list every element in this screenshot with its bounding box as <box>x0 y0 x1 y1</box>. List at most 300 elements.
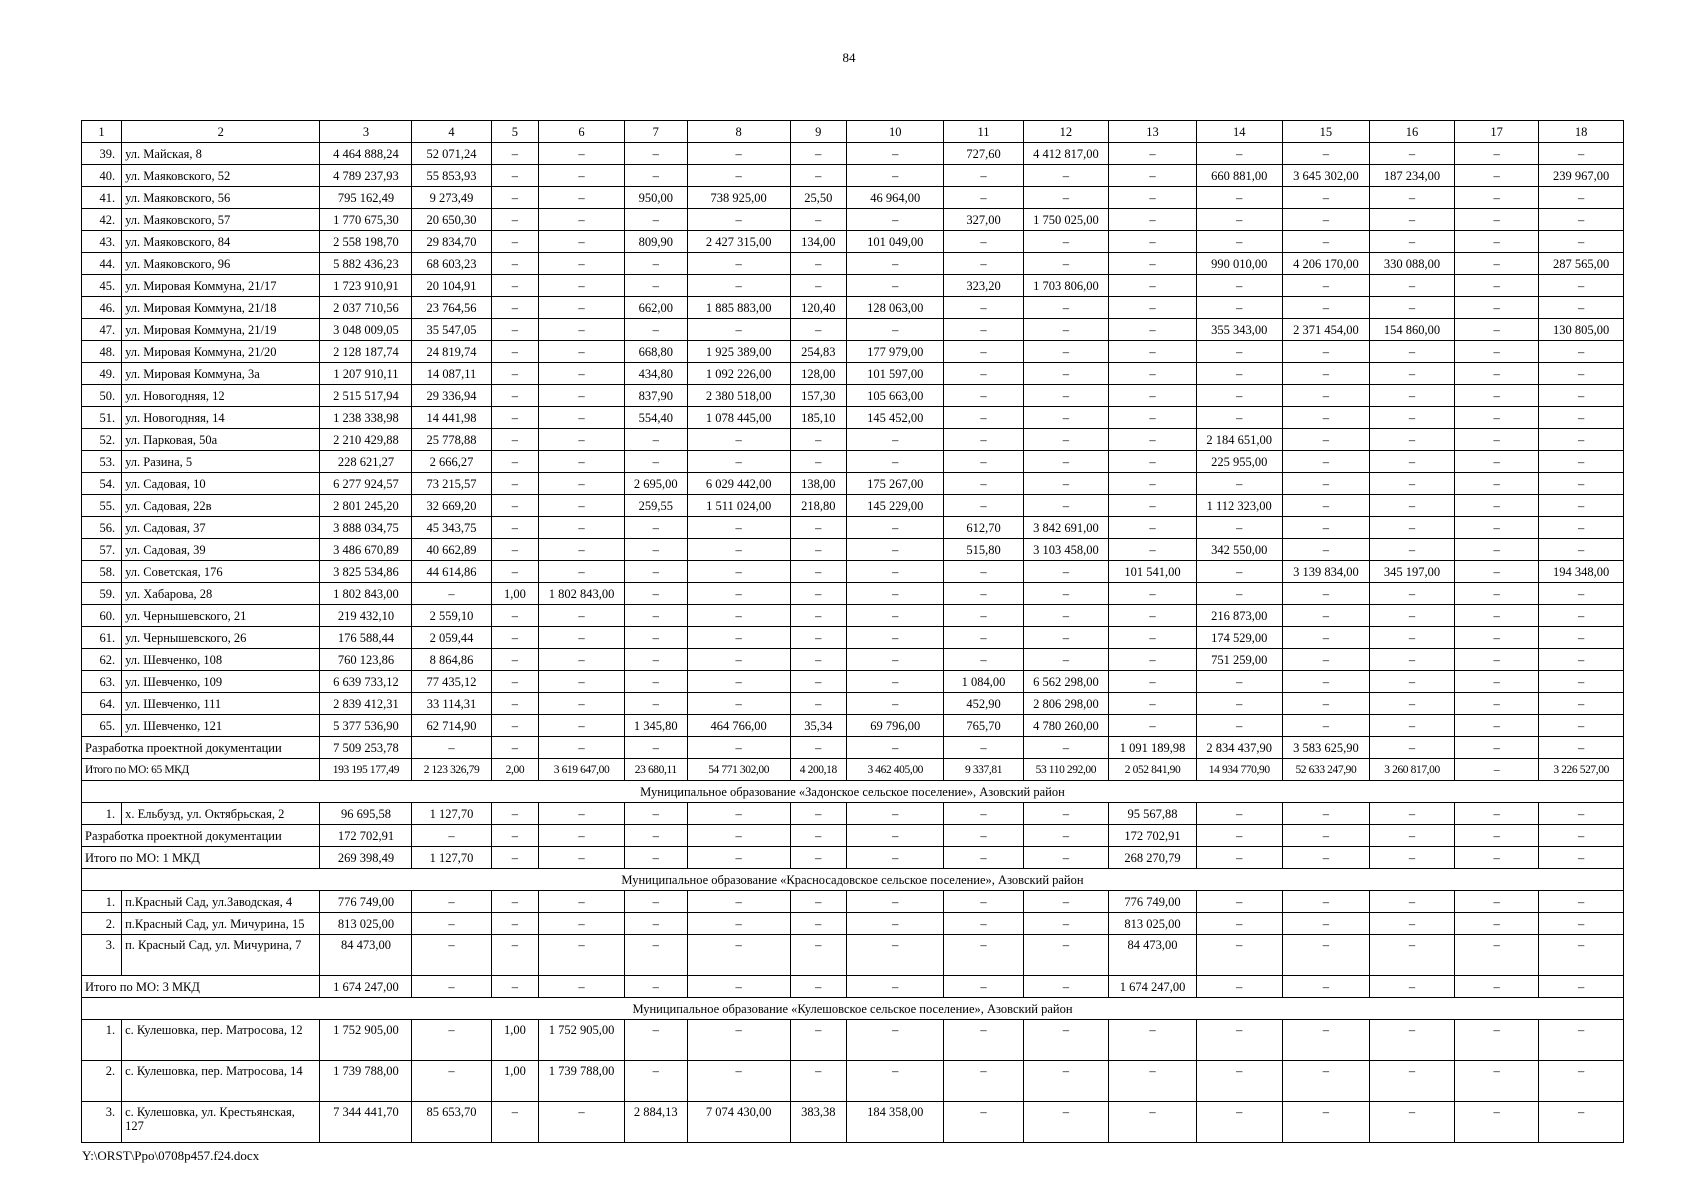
table-cell: – <box>539 297 625 319</box>
table-cell: – <box>687 209 790 231</box>
table-cell: 120,40 <box>790 297 846 319</box>
table-cell: 6 562 298,00 <box>1023 671 1109 693</box>
table-cell: – <box>1370 693 1455 715</box>
table-cell: – <box>687 891 790 913</box>
table-cell: – <box>1370 627 1455 649</box>
table-cell: – <box>1196 1020 1282 1061</box>
row-label: Итого по МО: 65 МКД <box>82 759 320 781</box>
table-cell: – <box>1282 847 1370 869</box>
table-cell: – <box>790 935 846 976</box>
table-cell: – <box>1196 935 1282 976</box>
column-header: 10 <box>846 121 944 143</box>
table-cell: – <box>1370 297 1455 319</box>
table-cell: – <box>1539 407 1624 429</box>
table-cell: – <box>1370 473 1455 495</box>
column-header: 6 <box>539 121 625 143</box>
address-cell: ул. Мировая Коммуна, 21/17 <box>122 275 320 297</box>
table-cell: – <box>1196 407 1282 429</box>
table-cell: – <box>1539 649 1624 671</box>
table-cell: – <box>1539 1020 1624 1061</box>
table-cell: 154 860,00 <box>1370 319 1455 341</box>
table-row <box>82 297 1624 319</box>
table-cell: 3 260 817,00 <box>1370 759 1455 781</box>
table-cell: 3 825 534,86 <box>320 561 412 583</box>
table-cell: – <box>846 737 944 759</box>
table-cell: – <box>790 825 846 847</box>
table-cell: – <box>1539 693 1624 715</box>
table-cell: – <box>1370 451 1455 473</box>
table-cell: – <box>1454 803 1539 825</box>
table-cell: 554,40 <box>624 407 687 429</box>
table-cell: – <box>1109 209 1197 231</box>
table-cell: – <box>944 451 1023 473</box>
table-cell: – <box>790 913 846 935</box>
table-cell: – <box>1109 715 1197 737</box>
table-cell: 3 462 405,00 <box>846 759 944 781</box>
section-heading-row <box>82 998 1624 1020</box>
table-cell: 990 010,00 <box>1196 253 1282 275</box>
table-cell: – <box>1109 231 1197 253</box>
table-cell: 2 666,27 <box>412 451 491 473</box>
table-cell: – <box>539 385 625 407</box>
table-cell: – <box>491 539 539 561</box>
table-cell: – <box>846 539 944 561</box>
address-cell: ул. Мировая Коммуна, 21/18 <box>122 297 320 319</box>
row-number: 62. <box>82 649 122 671</box>
table-cell: – <box>1539 1102 1624 1143</box>
table-cell: – <box>1454 451 1539 473</box>
table-cell: – <box>1370 976 1455 998</box>
table-cell: 185,10 <box>790 407 846 429</box>
table-row <box>82 627 1624 649</box>
table-cell: 2 210 429,88 <box>320 429 412 451</box>
table-cell: – <box>1539 671 1624 693</box>
address-cell: п.Красный Сад, ул. Мичурина, 15 <box>122 913 320 935</box>
table-cell: – <box>624 737 687 759</box>
table-cell: – <box>944 231 1023 253</box>
table-cell: 1,00 <box>491 1020 539 1061</box>
table-cell: – <box>1454 671 1539 693</box>
table-cell: – <box>846 165 944 187</box>
row-number: 39. <box>82 143 122 165</box>
table-cell: – <box>1370 231 1455 253</box>
table-cell: – <box>1370 209 1455 231</box>
table-cell: – <box>944 495 1023 517</box>
table-cell: – <box>944 627 1023 649</box>
table-cell: 6 277 924,57 <box>320 473 412 495</box>
table-cell: – <box>624 429 687 451</box>
table-cell: 35,34 <box>790 715 846 737</box>
table-cell: – <box>1023 407 1109 429</box>
table-row <box>82 913 1624 935</box>
table-cell: – <box>1282 913 1370 935</box>
table-cell: – <box>1454 1102 1539 1143</box>
table-cell: – <box>687 561 790 583</box>
table-cell: – <box>1370 1102 1455 1143</box>
table-cell: 175 267,00 <box>846 473 944 495</box>
table-cell: – <box>539 407 625 429</box>
table-cell: 157,30 <box>790 385 846 407</box>
table-row <box>82 583 1624 605</box>
table-cell: – <box>624 627 687 649</box>
table-cell: – <box>790 891 846 913</box>
table-cell: – <box>1282 363 1370 385</box>
table-cell: – <box>1370 275 1455 297</box>
table-cell: – <box>1109 297 1197 319</box>
table-cell: – <box>790 561 846 583</box>
table-cell: – <box>1109 165 1197 187</box>
table-cell: 134,00 <box>790 231 846 253</box>
document-footer-path: Y:\ORST\Ppo\0708p457.f24.docx <box>82 1148 260 1163</box>
table-cell: – <box>491 429 539 451</box>
table-cell: – <box>1539 143 1624 165</box>
table-cell: – <box>1282 187 1370 209</box>
table-cell: 345 197,00 <box>1370 561 1455 583</box>
table-cell: – <box>1023 1102 1109 1143</box>
table-cell: – <box>624 539 687 561</box>
table-cell: 69 796,00 <box>846 715 944 737</box>
table-cell: – <box>687 803 790 825</box>
table-cell: – <box>539 605 625 627</box>
table-cell: 2 884,13 <box>624 1102 687 1143</box>
address-cell: ул. Садовая, 10 <box>122 473 320 495</box>
table-cell: – <box>687 165 790 187</box>
table-cell: 187 234,00 <box>1370 165 1455 187</box>
table-cell: – <box>1196 517 1282 539</box>
table-cell: – <box>1109 473 1197 495</box>
section-heading: Муниципальное образование «Задонское сельское поселение», Азовский район <box>82 781 1624 803</box>
table-cell: – <box>1282 693 1370 715</box>
table-cell: – <box>1109 517 1197 539</box>
table-cell: – <box>1282 1061 1370 1102</box>
table-cell: – <box>412 583 491 605</box>
table-cell: – <box>846 1061 944 1102</box>
table-cell: – <box>624 1020 687 1061</box>
table-cell: – <box>1370 913 1455 935</box>
table-cell: – <box>1023 803 1109 825</box>
table-cell: – <box>790 451 846 473</box>
row-number: 41. <box>82 187 122 209</box>
table-cell: – <box>1539 209 1624 231</box>
table-cell: 46 964,00 <box>846 187 944 209</box>
table-cell: 2 806 298,00 <box>1023 693 1109 715</box>
table-row <box>82 407 1624 429</box>
table-cell: – <box>944 297 1023 319</box>
table-cell: – <box>1023 429 1109 451</box>
table-cell: 3 226 527,00 <box>1539 759 1624 781</box>
table-row <box>82 1102 1624 1143</box>
table-cell: 727,60 <box>944 143 1023 165</box>
table-cell: – <box>539 363 625 385</box>
address-cell: ул. Чернышевского, 26 <box>122 627 320 649</box>
table-cell: – <box>1109 1102 1197 1143</box>
address-cell: х. Ельбузд, ул. Октябрьская, 2 <box>122 803 320 825</box>
table-cell: 3 645 302,00 <box>1282 165 1370 187</box>
table-cell: – <box>624 847 687 869</box>
table-cell: 6 639 733,12 <box>320 671 412 693</box>
table-cell: 1 112 323,00 <box>1196 495 1282 517</box>
table-cell: – <box>539 891 625 913</box>
table-cell: – <box>1109 429 1197 451</box>
table-cell: – <box>944 319 1023 341</box>
table-cell: 35 547,05 <box>412 319 491 341</box>
table-cell: – <box>1023 976 1109 998</box>
table-cell: – <box>539 539 625 561</box>
table-cell: – <box>1196 363 1282 385</box>
table-cell: – <box>846 847 944 869</box>
table-cell: – <box>687 913 790 935</box>
table-cell: – <box>846 253 944 275</box>
table-cell: – <box>1454 385 1539 407</box>
table-cell: – <box>846 913 944 935</box>
table-cell: – <box>1539 429 1624 451</box>
table-cell: – <box>1539 825 1624 847</box>
table-cell: 464 766,00 <box>687 715 790 737</box>
table-cell: – <box>624 825 687 847</box>
table-cell: 2 839 412,31 <box>320 693 412 715</box>
summary-row <box>82 976 1624 998</box>
row-number: 56. <box>82 517 122 539</box>
table-cell: – <box>1023 385 1109 407</box>
table-cell: – <box>1023 561 1109 583</box>
table-cell: – <box>624 583 687 605</box>
table-cell: – <box>1539 341 1624 363</box>
table-cell: – <box>1370 715 1455 737</box>
table-cell: – <box>1196 297 1282 319</box>
table-cell: 1 238 338,98 <box>320 407 412 429</box>
column-header: 4 <box>412 121 491 143</box>
table-cell: – <box>1539 451 1624 473</box>
table-cell: – <box>1109 253 1197 275</box>
table-cell: – <box>944 407 1023 429</box>
row-label: Разработка проектной документации <box>82 737 320 759</box>
column-header: 11 <box>944 121 1023 143</box>
table-row <box>82 495 1624 517</box>
table-cell: – <box>1454 693 1539 715</box>
table-cell: – <box>790 583 846 605</box>
table-cell: – <box>539 976 625 998</box>
table-cell: – <box>1370 341 1455 363</box>
table-cell: – <box>1282 671 1370 693</box>
table-cell: 612,70 <box>944 517 1023 539</box>
table-cell: – <box>944 429 1023 451</box>
table-cell: 2 559,10 <box>412 605 491 627</box>
table-cell: 20 650,30 <box>412 209 491 231</box>
table-cell: – <box>1454 143 1539 165</box>
table-cell: – <box>491 976 539 998</box>
table-cell: – <box>1196 143 1282 165</box>
table-cell: – <box>1454 495 1539 517</box>
table-cell: – <box>491 319 539 341</box>
row-number: 44. <box>82 253 122 275</box>
table-cell: – <box>687 583 790 605</box>
table-cell: 1 127,70 <box>412 803 491 825</box>
table-row <box>82 341 1624 363</box>
table-cell: – <box>624 319 687 341</box>
address-cell: ул. Мировая Коммуна, 21/19 <box>122 319 320 341</box>
table-cell: 228 621,27 <box>320 451 412 473</box>
table-cell: 3 486 670,89 <box>320 539 412 561</box>
table-cell: – <box>846 693 944 715</box>
table-cell: 23 680,11 <box>624 759 687 781</box>
table-cell: – <box>1454 429 1539 451</box>
address-cell: ул. Мировая Коммуна, 21/20 <box>122 341 320 363</box>
table-cell: 434,80 <box>624 363 687 385</box>
table-cell: – <box>491 495 539 517</box>
table-cell: – <box>624 649 687 671</box>
table-cell: – <box>1109 671 1197 693</box>
table-cell: – <box>1282 539 1370 561</box>
table-cell: 3 139 834,00 <box>1282 561 1370 583</box>
table-cell: – <box>1454 297 1539 319</box>
row-label: Разработка проектной документации <box>82 825 320 847</box>
table-cell: – <box>1196 275 1282 297</box>
table-row <box>82 1061 1624 1102</box>
table-cell: 52 071,24 <box>412 143 491 165</box>
table-cell: 7 074 430,00 <box>687 1102 790 1143</box>
table-cell: – <box>539 451 625 473</box>
table-cell: 662,00 <box>624 297 687 319</box>
row-number: 40. <box>82 165 122 187</box>
table-cell: – <box>1539 737 1624 759</box>
table-cell: 342 550,00 <box>1196 539 1282 561</box>
table-cell: – <box>790 275 846 297</box>
table-cell: – <box>1454 319 1539 341</box>
table-cell: 1 207 910,11 <box>320 363 412 385</box>
table-cell: 1 084,00 <box>944 671 1023 693</box>
table-cell: – <box>1109 495 1197 517</box>
address-cell: ул. Разина, 5 <box>122 451 320 473</box>
table-cell: 5 882 436,23 <box>320 253 412 275</box>
section-heading-row <box>82 781 1624 803</box>
row-number: 48. <box>82 341 122 363</box>
table-cell: – <box>1454 275 1539 297</box>
address-cell: ул. Маяковского, 52 <box>122 165 320 187</box>
table-cell: 2 059,44 <box>412 627 491 649</box>
table-cell: 68 603,23 <box>412 253 491 275</box>
row-number: 59. <box>82 583 122 605</box>
table-cell: – <box>1539 605 1624 627</box>
table-cell: 452,90 <box>944 693 1023 715</box>
table-cell: 1 674 247,00 <box>320 976 412 998</box>
row-number: 45. <box>82 275 122 297</box>
table-cell: – <box>539 693 625 715</box>
table-cell: 239 967,00 <box>1539 165 1624 187</box>
table-cell: 1 739 788,00 <box>539 1061 625 1102</box>
table-cell: – <box>1023 451 1109 473</box>
table-cell: – <box>1370 385 1455 407</box>
table-cell: 23 764,56 <box>412 297 491 319</box>
table-cell: – <box>1023 913 1109 935</box>
table-cell: – <box>687 671 790 693</box>
table-cell: – <box>790 605 846 627</box>
table-cell: – <box>687 976 790 998</box>
table-row <box>82 473 1624 495</box>
table-cell: – <box>1370 539 1455 561</box>
table-cell: – <box>846 319 944 341</box>
table-cell: – <box>944 253 1023 275</box>
table-cell: – <box>539 429 625 451</box>
table-cell: – <box>539 1102 625 1143</box>
table-cell: 2 128 187,74 <box>320 341 412 363</box>
table-cell: – <box>944 913 1023 935</box>
table-cell: – <box>491 517 539 539</box>
table-cell: 2 052 841,90 <box>1109 759 1197 781</box>
table-cell: – <box>624 1061 687 1102</box>
table-cell: – <box>624 253 687 275</box>
table-cell: – <box>687 627 790 649</box>
row-number: 60. <box>82 605 122 627</box>
table-row <box>82 539 1624 561</box>
table-cell: 218,80 <box>790 495 846 517</box>
table-cell: – <box>1109 649 1197 671</box>
table-cell: 225 955,00 <box>1196 451 1282 473</box>
table-cell: – <box>624 605 687 627</box>
table-cell: 2 695,00 <box>624 473 687 495</box>
table-row <box>82 649 1624 671</box>
table-cell: 3 048 009,05 <box>320 319 412 341</box>
row-number: 65. <box>82 715 122 737</box>
column-header: 12 <box>1023 121 1109 143</box>
table-cell: – <box>1282 275 1370 297</box>
table-cell: 1 925 389,00 <box>687 341 790 363</box>
address-cell: ул. Садовая, 39 <box>122 539 320 561</box>
table-cell: 54 771 302,00 <box>687 759 790 781</box>
table-cell: 52 633 247,90 <box>1282 759 1370 781</box>
table-cell: – <box>944 187 1023 209</box>
row-number: 2. <box>82 913 122 935</box>
table-cell: 2 123 326,79 <box>412 759 491 781</box>
summary-row <box>82 847 1624 869</box>
table-cell: – <box>790 165 846 187</box>
table-cell: – <box>687 451 790 473</box>
address-cell: ул. Маяковского, 84 <box>122 231 320 253</box>
table-cell: – <box>1539 473 1624 495</box>
table-cell: 216 873,00 <box>1196 605 1282 627</box>
table-cell: – <box>1282 297 1370 319</box>
table-cell: – <box>539 825 625 847</box>
table-cell: – <box>944 1102 1023 1143</box>
table-cell: 2 427 315,00 <box>687 231 790 253</box>
table-cell: 24 819,74 <box>412 341 491 363</box>
table-cell: – <box>790 539 846 561</box>
table-cell: – <box>1196 976 1282 998</box>
page-number: 84 <box>842 50 856 65</box>
table-cell: – <box>1023 935 1109 976</box>
table-cell: 2 801 245,20 <box>320 495 412 517</box>
table-cell: 219 432,10 <box>320 605 412 627</box>
table-cell: 515,80 <box>944 539 1023 561</box>
table-cell: 813 025,00 <box>1109 913 1197 935</box>
table-cell: – <box>1023 253 1109 275</box>
table-cell: – <box>539 737 625 759</box>
row-number: 52. <box>82 429 122 451</box>
table-cell: – <box>1023 187 1109 209</box>
table-cell: – <box>1196 891 1282 913</box>
table-cell: – <box>1454 539 1539 561</box>
table-cell: – <box>1370 649 1455 671</box>
row-number: 1. <box>82 803 122 825</box>
table-cell: – <box>790 693 846 715</box>
column-header: 7 <box>624 121 687 143</box>
row-number: 3. <box>82 935 122 976</box>
table-cell: – <box>1370 517 1455 539</box>
table-cell: – <box>1539 495 1624 517</box>
row-number: 42. <box>82 209 122 231</box>
row-number: 43. <box>82 231 122 253</box>
table-cell: – <box>687 737 790 759</box>
row-label: Итого по МО: 1 МКД <box>82 847 320 869</box>
